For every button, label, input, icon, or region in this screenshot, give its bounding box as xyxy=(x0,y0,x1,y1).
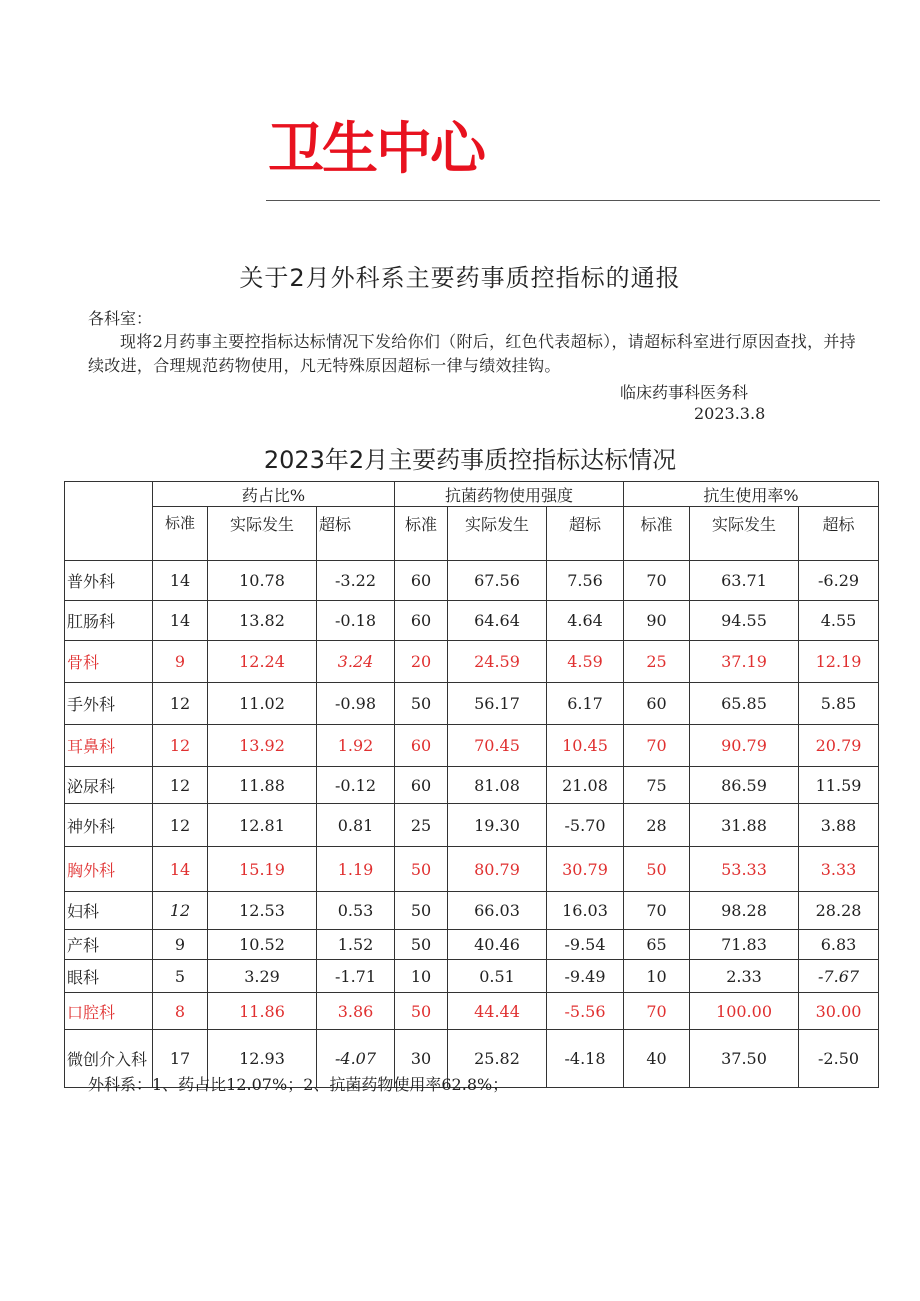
notice-title: 关于2月外科系主要药事质控指标的通报 xyxy=(239,264,681,292)
value-cell: 50 xyxy=(395,847,448,892)
value-cell: 12.53 xyxy=(208,892,317,930)
value-cell: 66.03 xyxy=(448,892,547,930)
value-cell: 2.33 xyxy=(690,960,799,993)
table-row xyxy=(65,930,879,960)
value-cell: 5.85 xyxy=(799,683,879,725)
value-cell: 12 xyxy=(153,892,208,930)
value-cell: 6.83 xyxy=(799,930,879,960)
group-header-row xyxy=(65,482,879,507)
value-cell: 8 xyxy=(153,993,208,1030)
value-cell: 25.82 xyxy=(448,1030,547,1088)
value-cell: 70 xyxy=(624,561,690,601)
value-cell: 20 xyxy=(395,641,448,683)
value-cell: 100.00 xyxy=(690,993,799,1030)
value-cell: 19.30 xyxy=(448,804,547,847)
value-cell: 30.00 xyxy=(799,993,879,1030)
table-row xyxy=(65,892,879,930)
value-cell: 60 xyxy=(624,683,690,725)
value-cell: 11.02 xyxy=(208,683,317,725)
value-cell: 11.88 xyxy=(208,767,317,804)
table-row xyxy=(65,993,879,1030)
value-cell: 6.17 xyxy=(547,683,624,725)
dept-cell: 产科 xyxy=(65,930,153,960)
value-cell: 0.53 xyxy=(317,892,395,930)
value-cell: 53.33 xyxy=(690,847,799,892)
value-cell: -0.12 xyxy=(317,767,395,804)
value-cell: 94.55 xyxy=(690,601,799,641)
value-cell: -4.07 xyxy=(317,1030,395,1088)
sub-header-row xyxy=(65,507,879,561)
sub-header: 标准 xyxy=(153,507,208,561)
value-cell: 12 xyxy=(153,804,208,847)
value-cell: 12 xyxy=(153,725,208,767)
value-cell: 10 xyxy=(395,960,448,993)
table-row xyxy=(65,847,879,892)
value-cell: -5.70 xyxy=(547,804,624,847)
value-cell: -4.18 xyxy=(547,1030,624,1088)
dept-cell: 眼科 xyxy=(65,960,153,993)
value-cell: 1.52 xyxy=(317,930,395,960)
value-cell: 81.08 xyxy=(448,767,547,804)
value-cell: 10.45 xyxy=(547,725,624,767)
value-cell: 13.92 xyxy=(208,725,317,767)
org-name: 卫生中心 xyxy=(268,117,484,182)
value-cell: 20.79 xyxy=(799,725,879,767)
value-cell: 3.86 xyxy=(317,993,395,1030)
signer: 临床药事科医务科 xyxy=(620,383,749,402)
value-cell: 16.03 xyxy=(547,892,624,930)
value-cell: -9.49 xyxy=(547,960,624,993)
value-cell: -0.18 xyxy=(317,601,395,641)
value-cell: 86.59 xyxy=(690,767,799,804)
value-cell: 24.59 xyxy=(448,641,547,683)
value-cell: 98.28 xyxy=(690,892,799,930)
value-cell: 3.29 xyxy=(208,960,317,993)
value-cell: 14 xyxy=(153,601,208,641)
header-divider xyxy=(266,200,880,201)
value-cell: 50 xyxy=(395,993,448,1030)
table-row xyxy=(65,725,879,767)
value-cell: 3.33 xyxy=(799,847,879,892)
value-cell: 40.46 xyxy=(448,930,547,960)
dept-cell: 口腔科 xyxy=(65,993,153,1030)
value-cell: 14 xyxy=(153,847,208,892)
value-cell: 70 xyxy=(624,993,690,1030)
value-cell: 30.79 xyxy=(547,847,624,892)
value-cell: -7.67 xyxy=(799,960,879,993)
value-cell: 10.78 xyxy=(208,561,317,601)
sub-header: 超标 xyxy=(799,507,879,561)
value-cell: 9 xyxy=(153,641,208,683)
sub-header: 超标 xyxy=(317,507,395,561)
value-cell: 44.44 xyxy=(448,993,547,1030)
value-cell: 75 xyxy=(624,767,690,804)
value-cell: 50 xyxy=(624,847,690,892)
value-cell: 60 xyxy=(395,767,448,804)
value-cell: 71.83 xyxy=(690,930,799,960)
table-row xyxy=(65,641,879,683)
value-cell: 80.79 xyxy=(448,847,547,892)
value-cell: 21.08 xyxy=(547,767,624,804)
value-cell: 13.82 xyxy=(208,601,317,641)
value-cell: 60 xyxy=(395,561,448,601)
value-cell: 56.17 xyxy=(448,683,547,725)
value-cell: 65.85 xyxy=(690,683,799,725)
value-cell: 70 xyxy=(624,892,690,930)
value-cell: 37.19 xyxy=(690,641,799,683)
value-cell: 9 xyxy=(153,930,208,960)
footnote: 外科系：1、药占比12.07%；2、抗菌药物使用率62.8%； xyxy=(88,1075,509,1094)
value-cell: 28.28 xyxy=(799,892,879,930)
sub-header: 标准 xyxy=(395,507,448,561)
value-cell: 64.64 xyxy=(448,601,547,641)
sub-header: 标准 xyxy=(624,507,690,561)
group-header: 抗菌药物使用强度 xyxy=(395,482,624,507)
dept-cell: 妇科 xyxy=(65,892,153,930)
value-cell: 3.88 xyxy=(799,804,879,847)
value-cell: 30 xyxy=(395,1030,448,1088)
group-header: 药占比% xyxy=(153,482,395,507)
corner-cell xyxy=(65,482,153,561)
value-cell: 12.81 xyxy=(208,804,317,847)
value-cell: 14 xyxy=(153,561,208,601)
value-cell: 67.56 xyxy=(448,561,547,601)
sub-header: 实际发生 xyxy=(208,507,317,561)
value-cell: 31.88 xyxy=(690,804,799,847)
group-header: 抗生使用率% xyxy=(624,482,879,507)
value-cell: 4.59 xyxy=(547,641,624,683)
value-cell: 25 xyxy=(395,804,448,847)
value-cell: 11.86 xyxy=(208,993,317,1030)
value-cell: 17 xyxy=(153,1030,208,1088)
table-row xyxy=(65,804,879,847)
dept-cell: 微创介入科 xyxy=(65,1030,153,1088)
value-cell: 60 xyxy=(395,725,448,767)
value-cell: 4.55 xyxy=(799,601,879,641)
value-cell: 15.19 xyxy=(208,847,317,892)
notice-body: 现将2月药事主要控指标达标情况下发给你们（附后，红色代表超标），请超标科室进行原因查找，并持续改进，合理规范药物使用，凡无特殊原因超标一律与绩效挂钩。 xyxy=(88,332,856,375)
value-cell: 90.79 xyxy=(690,725,799,767)
value-cell: 10 xyxy=(624,960,690,993)
value-cell: 12.93 xyxy=(208,1030,317,1088)
table-row xyxy=(65,960,879,993)
value-cell: 10.52 xyxy=(208,930,317,960)
value-cell: 7.56 xyxy=(547,561,624,601)
value-cell: 65 xyxy=(624,930,690,960)
value-cell: 63.71 xyxy=(690,561,799,601)
value-cell: 5 xyxy=(153,960,208,993)
value-cell: 12 xyxy=(153,683,208,725)
value-cell: -5.56 xyxy=(547,993,624,1030)
value-cell: 70.45 xyxy=(448,725,547,767)
dept-cell: 手外科 xyxy=(65,683,153,725)
value-cell: -9.54 xyxy=(547,930,624,960)
value-cell: 50 xyxy=(395,683,448,725)
dept-cell: 骨科 xyxy=(65,641,153,683)
value-cell: 25 xyxy=(624,641,690,683)
value-cell: 50 xyxy=(395,930,448,960)
table-row xyxy=(65,601,879,641)
dept-cell: 泌尿科 xyxy=(65,767,153,804)
value-cell: 70 xyxy=(624,725,690,767)
value-cell: 12.19 xyxy=(799,641,879,683)
value-cell: -3.22 xyxy=(317,561,395,601)
value-cell: -0.98 xyxy=(317,683,395,725)
value-cell: 60 xyxy=(395,601,448,641)
sub-header: 实际发生 xyxy=(448,507,547,561)
dept-cell: 耳鼻科 xyxy=(65,725,153,767)
indicator-table xyxy=(64,481,879,1088)
value-cell: 0.81 xyxy=(317,804,395,847)
value-cell: 1.92 xyxy=(317,725,395,767)
table-title: 2023年2月主要药事质控指标达标情况 xyxy=(263,446,677,474)
sub-header: 实际发生 xyxy=(690,507,799,561)
dept-cell: 神外科 xyxy=(65,804,153,847)
table-row xyxy=(65,561,879,601)
value-cell: 40 xyxy=(624,1030,690,1088)
value-cell: 4.64 xyxy=(547,601,624,641)
dept-cell: 胸外科 xyxy=(65,847,153,892)
value-cell: 50 xyxy=(395,892,448,930)
value-cell: 12.24 xyxy=(208,641,317,683)
table-row xyxy=(65,683,879,725)
value-cell: 28 xyxy=(624,804,690,847)
value-cell: 0.51 xyxy=(448,960,547,993)
dept-cell: 普外科 xyxy=(65,561,153,601)
value-cell: 37.50 xyxy=(690,1030,799,1088)
value-cell: 90 xyxy=(624,601,690,641)
value-cell: 3.24 xyxy=(317,641,395,683)
value-cell: -6.29 xyxy=(799,561,879,601)
salutation: 各科室： xyxy=(88,309,153,328)
sub-header: 超标 xyxy=(547,507,624,561)
notice-date: 2023.3.8 xyxy=(694,404,766,423)
value-cell: 1.19 xyxy=(317,847,395,892)
dept-cell: 肛肠科 xyxy=(65,601,153,641)
value-cell: -2.50 xyxy=(799,1030,879,1088)
table-row xyxy=(65,767,879,804)
value-cell: -1.71 xyxy=(317,960,395,993)
value-cell: 12 xyxy=(153,767,208,804)
value-cell: 11.59 xyxy=(799,767,879,804)
